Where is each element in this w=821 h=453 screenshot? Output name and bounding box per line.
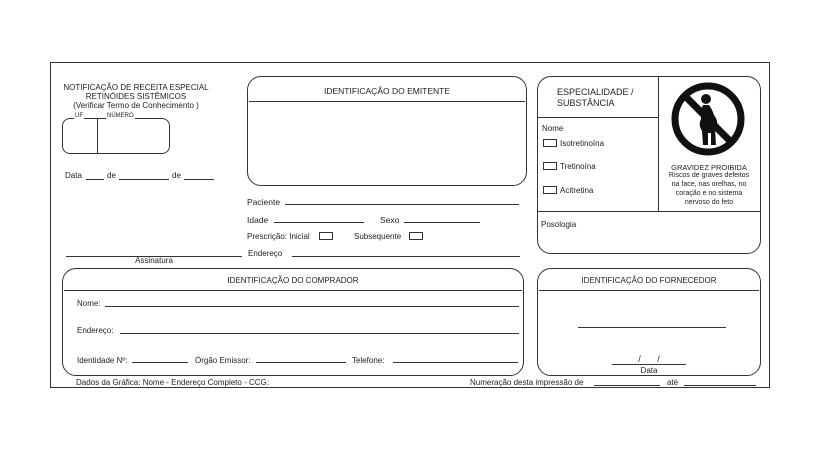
comprador-nome-label: Nome: <box>77 299 101 308</box>
numeracao-de-field[interactable] <box>594 385 660 386</box>
date-year-line[interactable] <box>184 179 214 180</box>
prescricao-inicial-checkbox[interactable] <box>319 232 333 240</box>
ate-label: até <box>667 378 679 387</box>
fornecedor-date-slots: / / <box>638 354 660 364</box>
paciente-label: Paciente <box>247 197 281 207</box>
comprador-endereco-field[interactable] <box>120 333 519 334</box>
prescricao-inicial-label: Prescrição: Inicial <box>247 232 310 241</box>
comprador-title: IDENTIFICAÇÃO DO COMPRADOR <box>227 276 359 285</box>
fornecedor-title-divider <box>539 290 759 291</box>
warning-line-4: nervoso do feto <box>684 199 734 206</box>
emitente-title-divider <box>249 101 525 102</box>
sexo-label: Sexo <box>380 215 400 225</box>
acitretina-label: Acitretina <box>560 186 594 195</box>
numeracao-label: Numeração desta impressão de <box>470 378 584 387</box>
date-day-line[interactable] <box>86 179 104 180</box>
especialidade-title-divider <box>538 117 658 118</box>
acitretina-checkbox[interactable] <box>543 186 557 194</box>
uf-label: UF <box>75 113 83 119</box>
uf-number-divider <box>97 118 98 154</box>
date-de-2: de <box>172 171 181 180</box>
tretinoina-label: Tretinoína <box>560 162 596 171</box>
date-de-1: de <box>107 171 116 180</box>
idade-field[interactable] <box>274 222 364 223</box>
fornecedor-signature-line[interactable] <box>578 327 726 328</box>
identidade-label: Identidade Nº: <box>77 356 128 365</box>
warning-title: GRAVIDEZ PROIBIDA <box>671 163 747 172</box>
comprador-title-divider <box>64 290 522 291</box>
comprador-endereco-label: Endereço: <box>77 326 114 335</box>
telefone-label: Telefone: <box>352 356 385 365</box>
warning-line-2: na face, nas orelhas, no <box>671 181 747 188</box>
signature-label: Assinatura <box>135 256 173 265</box>
especialidade-title-1: ESPECIALIDADE / <box>557 87 634 97</box>
form-title-line2: RETINÓIDES SISTÊMICOS <box>85 92 187 101</box>
orgao-emissor-label: Órgão Emissor: <box>195 356 251 365</box>
form-title-line1: NOTIFICAÇÃO DE RECEITA ESPECIAL <box>63 83 209 92</box>
subsequente-label: Subsequente <box>354 232 402 241</box>
date-label: Data <box>65 171 82 180</box>
fornecedor-date-label: Data <box>640 366 658 375</box>
isotretinoina-checkbox[interactable] <box>543 139 557 147</box>
emitente-title: IDENTIFICAÇÃO DO EMITENTE <box>323 86 451 96</box>
especialidade-title-2: SUBSTÂNCIA <box>557 98 615 108</box>
numeracao-ate-field[interactable] <box>684 385 756 386</box>
identidade-field[interactable] <box>132 362 188 363</box>
endereco-field[interactable] <box>292 256 520 257</box>
comprador-nome-field[interactable] <box>105 306 519 307</box>
orgao-emissor-field[interactable] <box>256 362 346 363</box>
form-title-line3: (Verificar Termo de Conhecimento ) <box>73 101 199 110</box>
warning-line-3: coração e no sistema <box>675 190 743 197</box>
isotretinoina-label: Isotretinoína <box>560 139 605 148</box>
telefone-field[interactable] <box>393 362 518 363</box>
fornecedor-title: IDENTIFICAÇÃO DO FORNECEDOR <box>581 276 717 285</box>
endereco-label: Endereço <box>248 249 283 258</box>
posologia-label: Posologia <box>541 220 577 229</box>
uf-number-box <box>62 118 170 154</box>
especialidade-divider-h <box>538 211 760 212</box>
numero-label: NÚMERO <box>107 113 134 119</box>
tretinoina-checkbox[interactable] <box>543 162 557 170</box>
pregnancy-prohibited-icon <box>670 81 746 157</box>
nome-label: Nome <box>542 124 564 133</box>
sexo-field[interactable] <box>404 222 480 223</box>
warning-line-1: Riscos de graves defeitos <box>668 172 750 179</box>
subsequente-checkbox[interactable] <box>409 232 423 240</box>
idade-label: Idade <box>247 215 269 225</box>
paciente-field[interactable] <box>285 204 519 205</box>
date-month-line[interactable] <box>119 179 169 180</box>
fornecedor-date-line[interactable] <box>612 364 686 365</box>
grafica-footer: Dados da Gráfica: Nome - Endereço Completo - CCG: <box>76 378 269 387</box>
